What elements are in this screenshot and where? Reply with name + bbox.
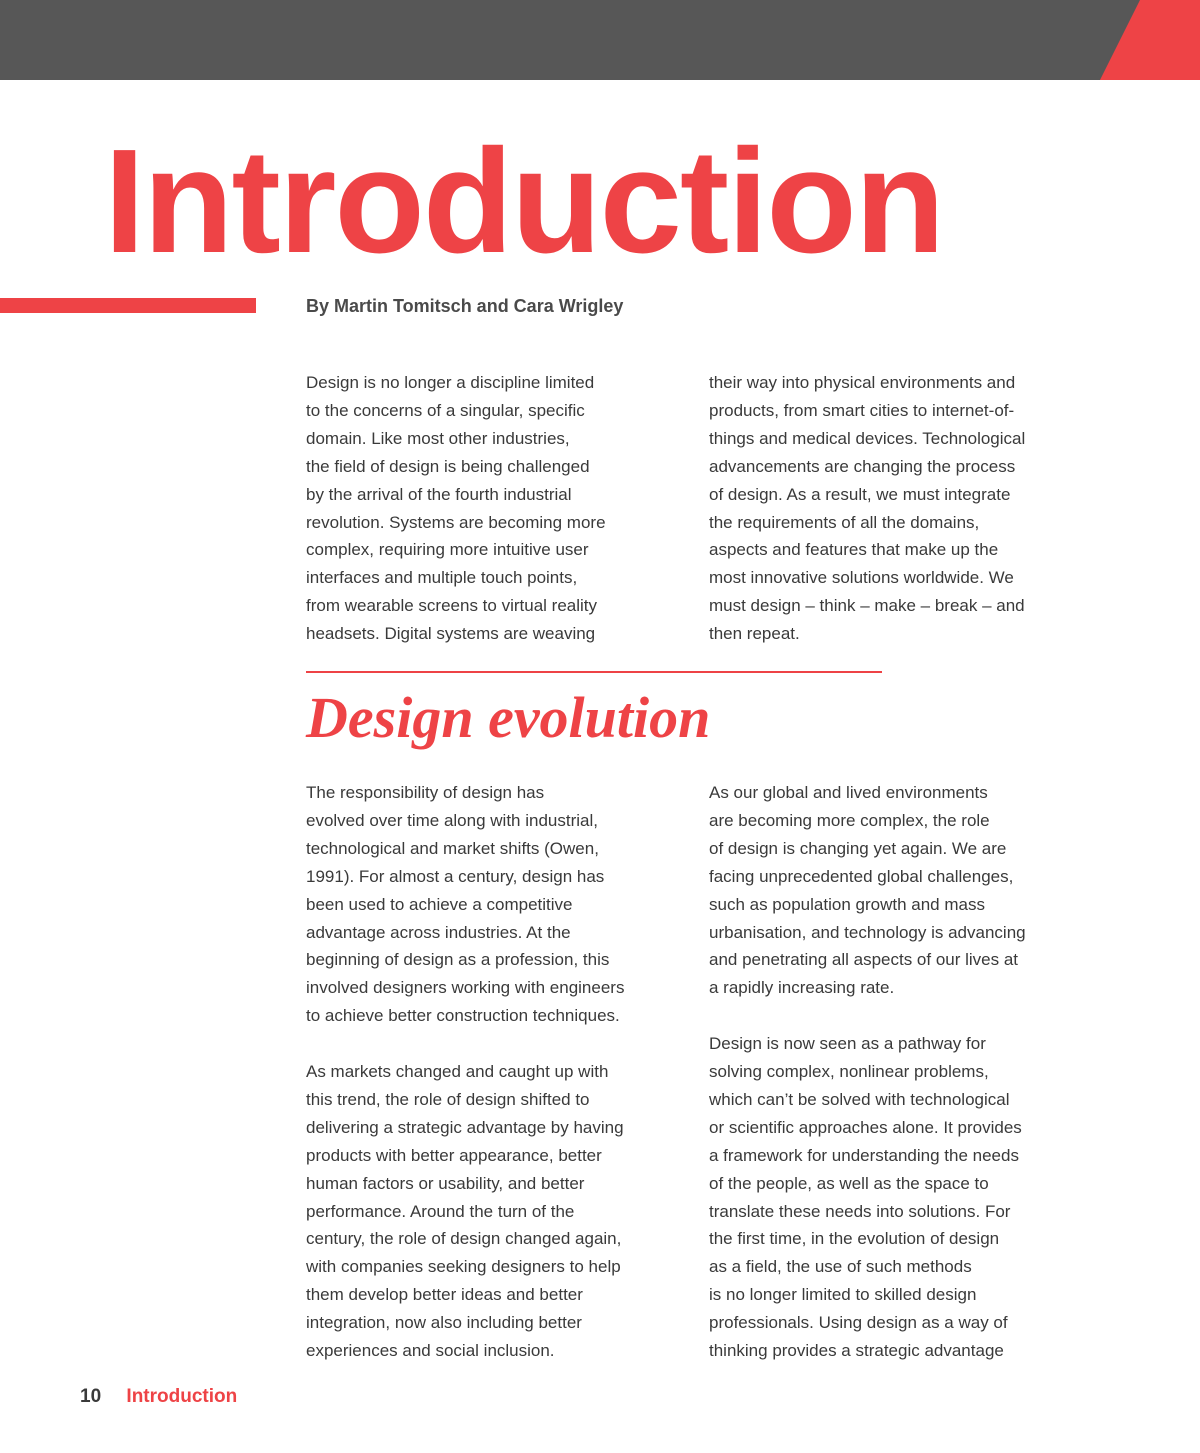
intro-column-left xyxy=(306,369,686,648)
title-accent-rule xyxy=(0,298,256,313)
running-head: Introduction xyxy=(126,1386,238,1407)
text-line: complex, requiring more intuitive user xyxy=(306,540,589,560)
text-line: As markets changed and caught up with xyxy=(306,1062,609,1082)
text-line: Design is no longer a discipline limited xyxy=(306,373,595,392)
text-line: the first time, in the evolution of design xyxy=(709,1229,1000,1249)
text-line: aspects and features that make up the xyxy=(709,540,999,560)
text-line: must design – think – make – break – and xyxy=(709,596,1025,616)
paragraph xyxy=(306,1058,686,1365)
text-line: them develop better ideas and better xyxy=(306,1285,583,1305)
page-number: 10 xyxy=(80,1386,102,1407)
intro-column-right xyxy=(709,369,1089,648)
text-line: evolved over time along with industrial, xyxy=(306,810,598,830)
section-column-right xyxy=(709,779,1089,1365)
page-title: Introduction xyxy=(104,119,944,284)
text-line: delivering a strategic advantage by having xyxy=(306,1117,624,1137)
text-line: The responsibility of design has xyxy=(306,783,545,802)
text-line: As our global and lived environments xyxy=(709,783,988,802)
text-line: experiences and social inclusion. xyxy=(306,1341,555,1361)
text-line: advancements are changing the process xyxy=(709,456,1016,476)
text-line: to achieve better construction techniques. xyxy=(306,1006,620,1026)
text-line: beginning of design as a profession, this xyxy=(306,950,610,970)
text-line: most innovative solutions worldwide. We xyxy=(709,568,1014,588)
text-line: which can’t be solved with technological xyxy=(709,1089,1010,1109)
text-line: and penetrating all aspects of our lives at xyxy=(709,950,1019,970)
text-line: performance. Around the turn of the xyxy=(306,1201,575,1221)
text-line: translate these needs into solutions. For xyxy=(709,1201,1011,1221)
text-line: is no longer limited to skilled design xyxy=(709,1285,977,1305)
text-line: solving complex, nonlinear problems, xyxy=(709,1062,989,1082)
text-line: of design is changing yet again. We are xyxy=(709,838,1007,858)
text-line: advantage across industries. At the xyxy=(306,922,571,942)
text-line: domain. Like most other industries, xyxy=(306,428,570,448)
text-line: from wearable screens to virtual reality xyxy=(306,596,598,616)
text-line: a framework for understanding the needs xyxy=(709,1145,1019,1165)
text-line: of design. As a result, we must integrate xyxy=(709,484,1011,504)
text-line: urbanisation, and technology is advancing xyxy=(709,922,1026,942)
paragraph xyxy=(709,1030,1089,1365)
text-line: things and medical devices. Technological xyxy=(709,428,1026,448)
text-line: of the people, as well as the space to xyxy=(709,1173,989,1193)
text-line: by the arrival of the fourth industrial xyxy=(306,484,572,504)
text-line: 1991). For almost a century, design has xyxy=(306,866,605,886)
text-line: the requirements of all the domains, xyxy=(709,512,980,532)
text-line: their way into physical environments and xyxy=(709,373,1016,392)
text-line: or scientific approaches alone. It provides xyxy=(709,1117,1022,1137)
text-line: professionals. Using design as a way of xyxy=(709,1313,1008,1333)
text-line: headsets. Digital systems are weaving xyxy=(306,624,596,644)
paragraph xyxy=(709,779,1089,1002)
section-divider xyxy=(306,671,882,673)
text-line: such as population growth and mass xyxy=(709,894,985,914)
page-footer xyxy=(80,1386,237,1408)
text-line: a rapidly increasing rate. xyxy=(709,978,895,998)
text-line: century, the role of design changed again, xyxy=(306,1229,622,1249)
section-column-left xyxy=(306,779,686,1365)
text-line: interfaces and multiple touch points, xyxy=(306,568,578,588)
text-line: products with better appearance, better xyxy=(306,1145,602,1165)
text-line: with companies seeking designers to help xyxy=(306,1257,621,1277)
paragraph xyxy=(306,779,686,1030)
text-line: as a field, the use of such methods xyxy=(709,1257,972,1277)
text-line: been used to achieve a competitive xyxy=(306,894,573,914)
section-heading: Design evolution xyxy=(306,685,711,750)
text-line: involved designers working with engineers xyxy=(306,978,625,998)
text-line: thinking provides a strategic advantage xyxy=(709,1341,1004,1361)
text-line: Design is now seen as a pathway for xyxy=(709,1034,986,1054)
text-line: are becoming more complex, the role xyxy=(709,810,990,830)
text-line: to the concerns of a singular, specific xyxy=(306,400,585,420)
text-line: revolution. Systems are becoming more xyxy=(306,512,606,532)
top-band xyxy=(0,0,1200,80)
text-line: facing unprecedented global challenges, xyxy=(709,866,1014,886)
text-line: then repeat. xyxy=(709,624,800,644)
byline: By Martin Tomitsch and Cara Wrigley xyxy=(306,296,624,316)
text-line: human factors or usability, and better xyxy=(306,1173,585,1193)
text-line: the field of design is being challenged xyxy=(306,456,590,476)
text-line: integration, now also including better xyxy=(306,1313,582,1333)
text-line: technological and market shifts (Owen, xyxy=(306,838,599,858)
text-line: products, from smart cities to internet-of- xyxy=(709,400,1015,420)
text-line: this trend, the role of design shifted to xyxy=(306,1089,590,1109)
